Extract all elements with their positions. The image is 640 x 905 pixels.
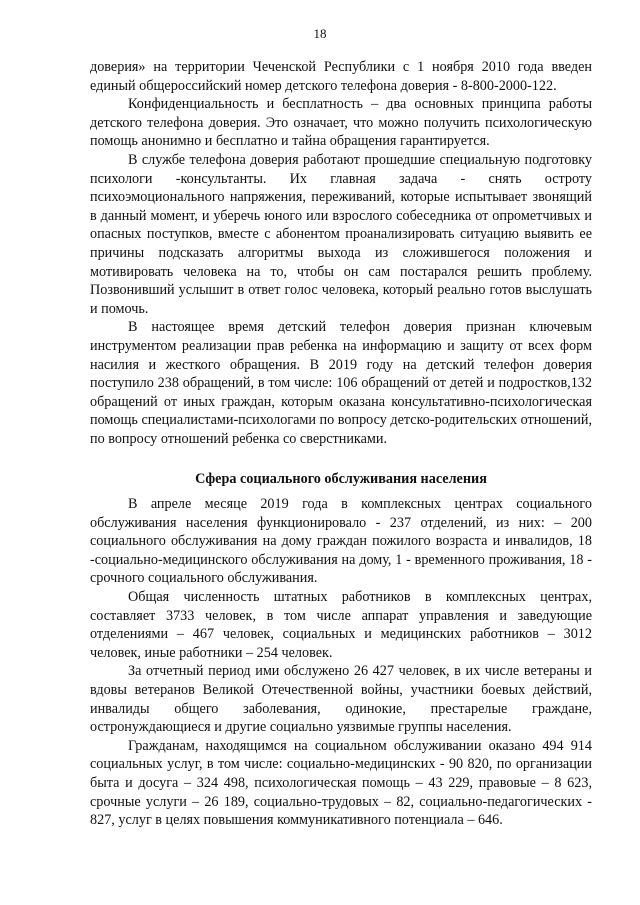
paragraph-continuation: доверия» на территории Чеченской Республики с 1 ноября 2010 года введен единый общероссийский номер детского телефона доверия - 8-800-2000-122. [90, 59, 592, 94]
section-heading: Сфера социального обслуживания населения [195, 471, 487, 488]
paragraph-served: За отчетный период ими обслужено 26 427 человек, в их числе ветераны и вдовы ветеранов Великой Отечественной войны, участники боевых действий, инвалиды общего заболевания, одинокие, престарелые граждане, остронуждающиеся и другие социально уязвимые группы населения. [90, 663, 592, 736]
paragraph-services: Гражданам, находящимся на социальном обслуживании оказано 494 914 социальных услуг, в том числе: социально-медицинских - 90 820, по организации быта и досуга – 324 498, психологическая помощь – 43 229, правовые – 8 623, срочные услуги – 26 189, социально-трудовых – 82, социально-педагогических - 827, услуг в целях повышения коммуникативного потенциала – 646. [90, 737, 592, 829]
paragraph-staff: Общая численность штатных работников в комплексных центрах, составляет 3733 человек, в том числе аппарат управления и заведующие отделениями – 467 человек, социальных и медицинских работников – 3012 человек, иные работники – 254 человек. [90, 589, 592, 661]
paragraph-hotline-stats: В настоящее время детский телефон доверия признан ключевым инструментом реализации прав ребенка на информацию и защиту от всех форм насилия и жесткого обращения. В 2019 году на детский телефон доверия поступило 238 обращений, в том числе: 106 обращений от детей и подростков,132 обращений от иных граждан, которым оказана консультативно-психологическая помощь специалистами-психологами по вопросу детско-родительских отношений, по вопросу отношений ребенка со сверстниками. [90, 319, 592, 447]
paragraph-departments: В апреле месяце 2019 года в комплексных центрах социального обслуживания населения функционировало - 237 отделений, из них: – 200 социального обслуживания на дому граждан пожилого возраста и инвалидов, 18 -социально-медицинского обслуживания на дому, 1 - временного проживания, 18 - срочного социального обслуживания. [90, 496, 592, 587]
paragraph-confidentiality: Конфиденциальность и бесплатность – два основных принципа работы детского телефона доверия. Это означает, что можно получить психологическую помощь анонимно и бесплатно и тайна обращения гарантируется. [90, 96, 592, 150]
page-content [90, 58, 592, 830]
paragraph-psychologists: В службе телефона доверия работают прошедшие специальную подготовку психологи -консультанты. Их главная задача - снять остроту психоэмоционального напряжения, переживаний, которые испытывает звонящий в данный момент, и уберечь юного или взрослого собеседника от опрометчивых и опасных поступков, вместе с абонентом проанализировать ситуацию выявить ее причины подсказать алгоритмы выхода из сложившегося положения и мотивировать человека на то, чтобы он сам постарался решить проблему. Позвонивший услышит в ответ голос человека, который реально готов выслушать и помочь. [90, 151, 592, 317]
page-number: 18 [313, 26, 327, 41]
